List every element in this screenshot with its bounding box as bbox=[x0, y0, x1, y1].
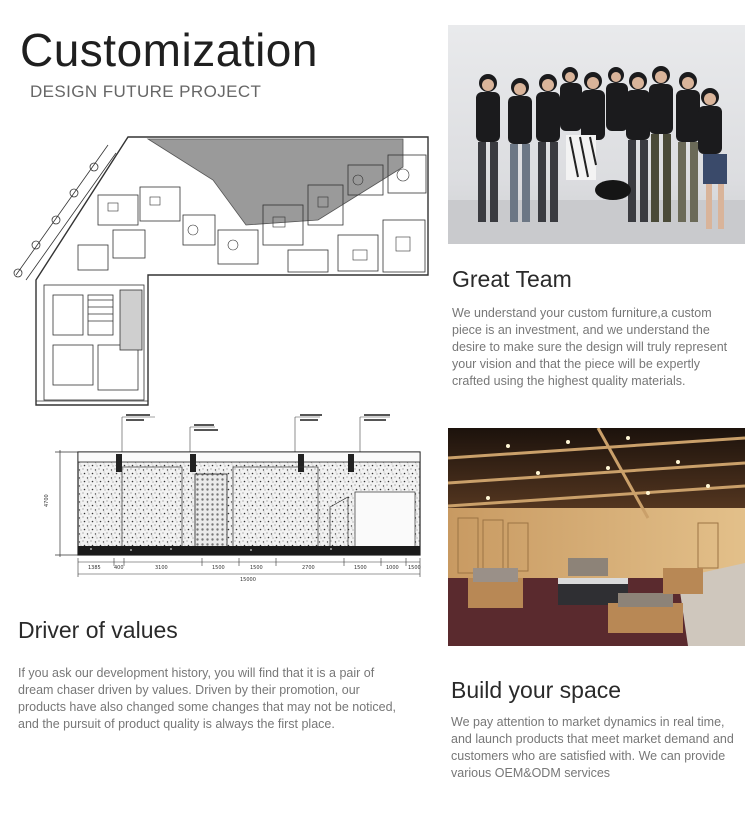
dim-label: 1500 bbox=[408, 565, 421, 571]
interior-photo bbox=[448, 428, 745, 646]
team-heading: Great Team bbox=[452, 266, 572, 292]
dim-label: 1000 bbox=[386, 565, 399, 571]
values-heading: Driver of values bbox=[18, 617, 178, 643]
dim-label: 400 bbox=[114, 565, 124, 571]
values-description: If you ask our development history, you will find that it is a pair of dream chaser driven by values. Driven by their promotion, our products have also changed some changes that may not be noticed, and the pursuit of product quality is always the first place. bbox=[18, 666, 397, 731]
build-heading: Build your space bbox=[451, 677, 622, 703]
dim-total-label: 15000 bbox=[240, 577, 256, 583]
dim-label: 3100 bbox=[155, 565, 168, 571]
elevation-height-label: 4700 bbox=[44, 494, 50, 507]
dim-label: 1500 bbox=[212, 565, 225, 571]
page-title: Customization bbox=[20, 24, 318, 76]
dim-label: 1500 bbox=[354, 565, 367, 571]
team-photo bbox=[448, 25, 745, 244]
page-subtitle: DESIGN FUTURE PROJECT bbox=[30, 82, 262, 101]
wall-elevation-drawing bbox=[30, 412, 424, 587]
floor-plan-drawing bbox=[8, 125, 433, 407]
build-description: We pay attention to market dynamics in real time, and launch products that meet market demand and customers who are satisfied with. We can provide various OEM&ODM services bbox=[451, 715, 734, 780]
dim-label: 1385 bbox=[88, 565, 101, 571]
dim-label: 2700 bbox=[302, 565, 315, 571]
dim-label: 1500 bbox=[250, 565, 263, 571]
team-description: We understand your custom furniture,a custom piece is an investment, and we understand the desire to make sure the design will truly represent your vision and that the piece will be expertly crafted using the highest quality materials. bbox=[452, 306, 728, 388]
